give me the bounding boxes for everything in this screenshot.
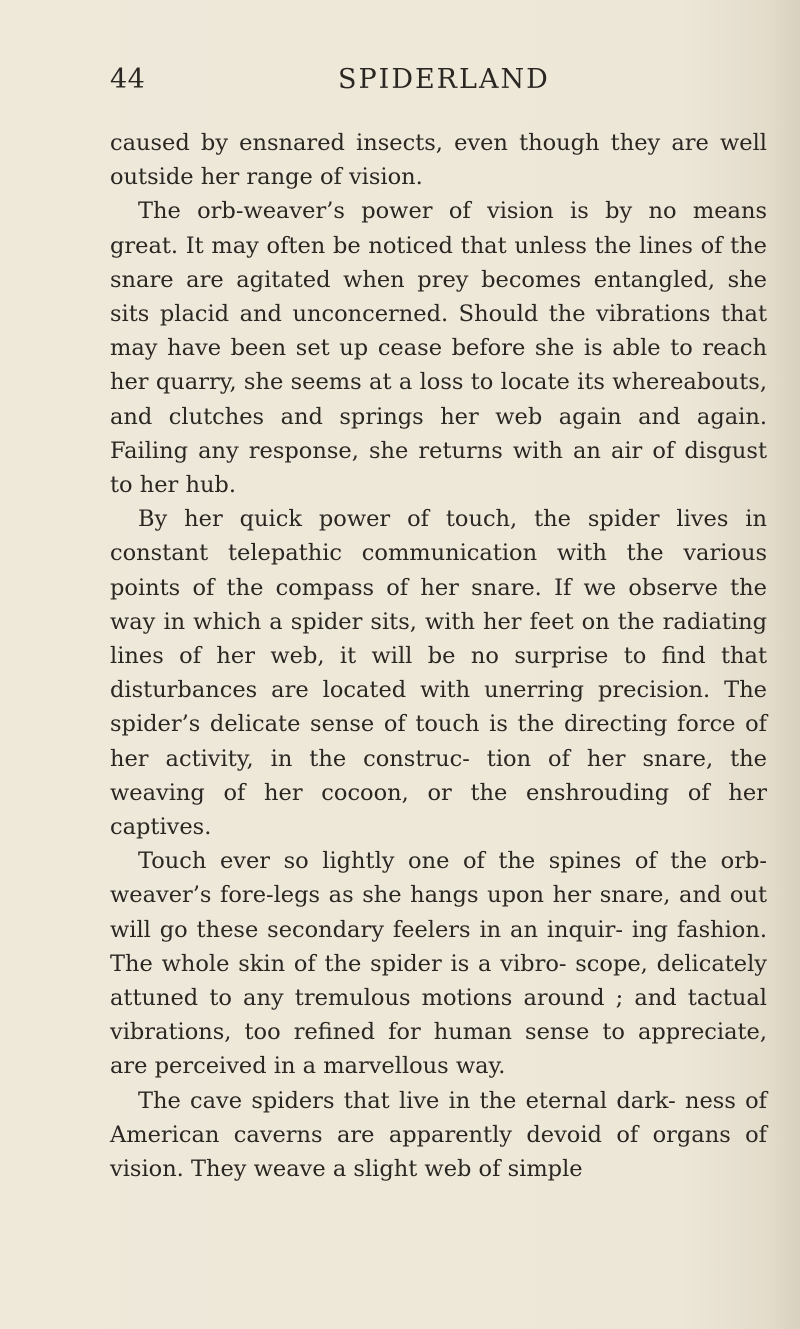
book-title: SPIDERLAND [338,64,550,95]
body-text [110,126,767,1186]
running-head [110,64,760,104]
paragraph: Touch ever so lightly one of the spines of the orb-weaver’s fore-legs as she hangs upon her snare, and out will go these secondary feelers in an inquir- ing fashion. The whole skin of the spider is a vibro- scope, delicately attuned to any tremulous motions around ; and tactual vibrations, too refined for human sense to appreciate, are perceived in a marvellous way. [110,848,767,1080]
paragraph: caused by ensnared insects, even though they are well outside her range of vision. [110,130,767,191]
paragraph: The orb-weaver’s power of vision is by no means great. It may often be noticed that unless the lines of the snare are agitated when prey becomes entangled, she sits placid and unconcerned. Should the vibrations that may have been set up cease before she is able to reach her quarry, she seems at a loss to locate its whereabouts, and clutches and springs her web again and again. Failing any response, she returns with an air of disgust to her hub. [110,198,767,499]
paragraph: By her quick power of touch, the spider lives in constant telepathic communication with the various points of the compass of her snare. If we observe the way in which a spider sits, with her feet on the radiating lines of her web, it will be no surprise to find that disturbances are located with unerring precision. The spider’s delicate sense of touch is the directing force of her activity, in the construc- tion of her snare, the weaving of her cocoon, or the enshrouding of her captives. [110,506,767,841]
paragraph: The cave spiders that live in the eternal dark- ness of American caverns are apparently devoid of organs of vision. They weave a slight web of simple [110,1087,767,1183]
page-number: 44 [110,64,146,95]
